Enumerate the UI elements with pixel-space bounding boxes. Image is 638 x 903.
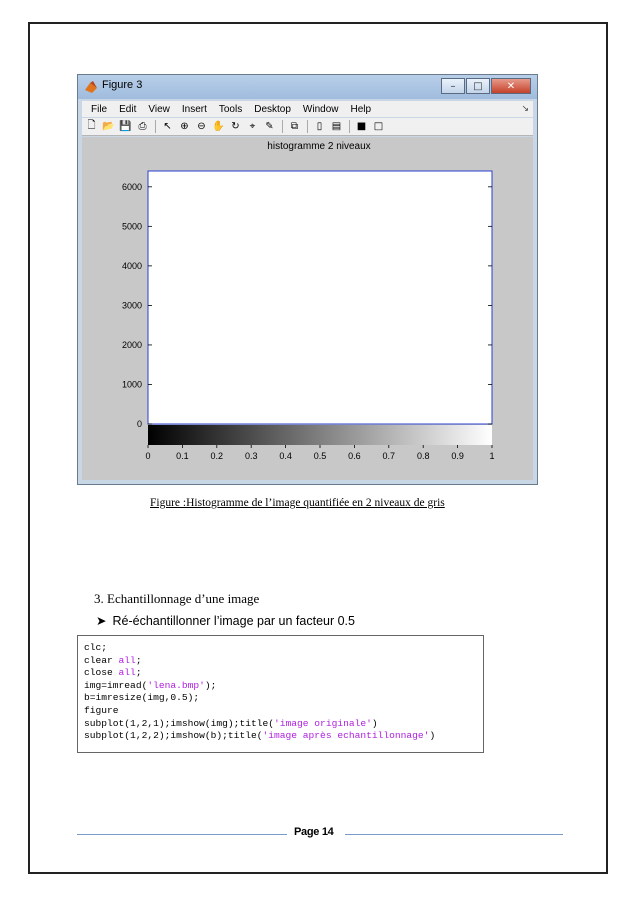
print-icon[interactable]: ⎙ <box>138 121 147 132</box>
figure-title: Figure 3 <box>102 79 143 91</box>
code-string: 'image originale' <box>274 717 372 729</box>
minimize-button[interactable] <box>441 78 465 94</box>
code-string: all <box>118 667 136 679</box>
menu-bar <box>82 101 533 117</box>
code-text: subplot(1,2,1);imshow(img);title( <box>84 717 274 729</box>
code-line <box>84 692 483 705</box>
footer-line-left <box>77 834 287 835</box>
y-tick-label: 5000 <box>121 221 142 232</box>
code-text: ; <box>135 667 142 679</box>
code-text: clear <box>84 654 119 666</box>
menu-help[interactable]: Help <box>350 103 372 115</box>
x-tick-label: 0.2 <box>210 451 224 461</box>
maximize-button[interactable] <box>466 78 490 94</box>
x-tick-label: 1 <box>489 451 495 461</box>
code-text: figure <box>84 704 119 716</box>
y-tick-label: 4000 <box>121 260 142 271</box>
data-cursor-icon[interactable]: ⌖ <box>249 121 256 132</box>
plot-area <box>82 137 533 480</box>
y-tick-label: 1000 <box>121 379 142 390</box>
new-file-icon[interactable]: 🗋 <box>87 120 96 131</box>
y-tick-label: 2000 <box>121 339 142 350</box>
close-icon: ✕ <box>506 80 516 92</box>
code-line <box>84 642 483 655</box>
menu-file[interactable]: File <box>91 103 108 115</box>
legend-icon[interactable]: ▤ <box>331 121 342 132</box>
menu-edit[interactable]: Edit <box>119 103 137 115</box>
arrow-pointer-icon[interactable]: ↖ <box>163 121 172 132</box>
code-line <box>84 705 483 718</box>
x-tick-label: 0.8 <box>416 451 430 461</box>
section-heading: 3. Echantillonnage d’une image <box>94 591 260 606</box>
code-text: ); <box>204 679 217 691</box>
code-string: 'lena.bmp' <box>147 679 205 691</box>
maximize-icon: □ <box>473 80 483 92</box>
brush-icon[interactable]: ✎ <box>265 121 274 132</box>
y-tick-label: 0 <box>136 419 142 429</box>
menu-desktop[interactable]: Desktop <box>254 103 291 115</box>
toolbar-separator <box>307 120 308 133</box>
code-text: clc; <box>84 642 108 653</box>
code-line <box>84 680 483 693</box>
dock-arrow-icon[interactable]: ↘ <box>521 103 529 113</box>
pan-hand-icon[interactable]: ✋ <box>212 121 225 132</box>
colorbar <box>148 425 492 445</box>
show-tools-icon[interactable]: □ <box>373 121 384 132</box>
code-string: all <box>118 654 136 666</box>
menu-insert[interactable]: Insert <box>181 103 207 115</box>
link-icon[interactable]: ⧉ <box>290 121 299 132</box>
toolbar-separator <box>155 120 156 133</box>
open-folder-icon[interactable]: 📂 <box>102 121 115 132</box>
save-icon[interactable]: 💾 <box>119 121 132 132</box>
close-button[interactable] <box>491 78 531 94</box>
toolbar-separator <box>349 120 350 133</box>
arrow-bullet-icon: ➤ <box>96 614 107 628</box>
code-text: ) <box>429 730 436 742</box>
bullet-text: Ré-échantillonner l’image par un facteur 0.5 <box>112 614 355 628</box>
figure-caption: Figure :Histogramme de l’image quantifiée en 2 niveaux de gris <box>150 497 445 509</box>
zoom-out-icon[interactable]: ⊖ <box>197 121 206 132</box>
code-text: ; <box>135 654 142 666</box>
x-tick-label: 0.6 <box>348 451 361 461</box>
y-tick-label: 3000 <box>121 300 142 311</box>
code-text: ) <box>371 717 378 729</box>
code-text: img=imread( <box>84 679 148 691</box>
menu-view[interactable]: View <box>148 103 170 115</box>
code-line <box>84 655 483 668</box>
code-string: 'image après echantillonnage' <box>262 730 430 742</box>
matlab-logo-icon <box>84 80 98 94</box>
rotate-icon[interactable]: ↻ <box>231 121 240 132</box>
matlab-code <box>84 642 483 743</box>
code-text: b=imresize(img,0.5); <box>84 692 200 704</box>
zoom-in-icon[interactable]: ⊕ <box>180 121 189 132</box>
x-tick-label: 0 <box>145 451 151 461</box>
figure-window[interactable] <box>77 74 538 485</box>
figure-toolbar <box>82 118 533 136</box>
y-tick-label: 6000 <box>121 181 142 192</box>
x-tick-label: 0.1 <box>176 451 189 461</box>
bullet-item <box>96 613 355 628</box>
figure-titlebar[interactable] <box>78 75 537 99</box>
code-block <box>77 635 484 753</box>
page-number: Page 14 <box>294 826 334 838</box>
code-text: subplot(1,2,2);imshow(b);title( <box>84 730 263 742</box>
x-tick-label: 0.4 <box>279 451 292 461</box>
menu-tools[interactable]: Tools <box>218 103 243 115</box>
histogram-chart <box>82 137 533 480</box>
x-tick-label: 0.7 <box>382 451 396 461</box>
x-tick-label: 0.3 <box>244 451 258 461</box>
axes-background <box>148 171 492 424</box>
code-line <box>84 730 483 743</box>
chart-title: histogramme 2 niveaux <box>267 141 371 152</box>
colorbar-icon[interactable]: ▯ <box>316 121 323 132</box>
x-tick-label: 0.9 <box>451 451 464 461</box>
toolbar-separator <box>282 120 283 133</box>
hide-tools-icon[interactable]: ■ <box>356 121 367 132</box>
minimize-icon: – <box>450 80 456 92</box>
x-tick-label: 0.5 <box>313 451 327 461</box>
code-text: close <box>84 667 119 679</box>
footer-line-right <box>345 834 563 835</box>
code-line <box>84 718 483 731</box>
menu-window[interactable]: Window <box>302 103 339 115</box>
code-line <box>84 667 483 680</box>
